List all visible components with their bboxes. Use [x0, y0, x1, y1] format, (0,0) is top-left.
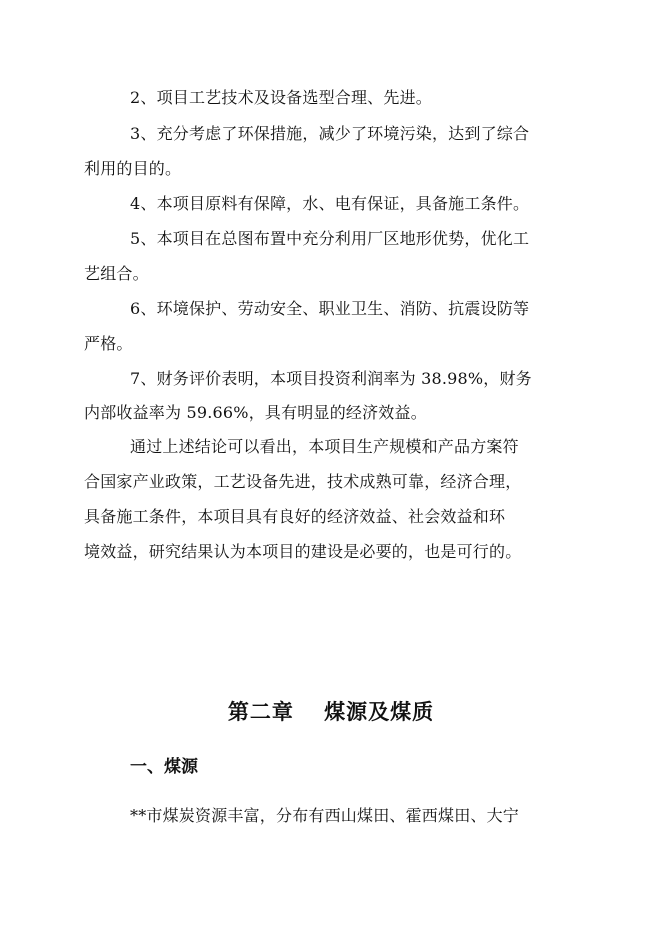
conclusion-line-3: 具备施工条件，本项目具有良好的经济效益、社会效益和环: [84, 507, 506, 526]
paragraph-3-line-2: 利用的目的。: [84, 159, 182, 178]
paragraph-2-line-1: 2、项目工艺技术及设备选型合理、先进。: [130, 88, 432, 107]
paragraph-6-line-1: 6、环境保护、劳动安全、职业卫生、消防、抗震设防等: [130, 299, 530, 318]
paragraph-7-line-1: 7、财务评价表明，本项目投资利润率为 38.98%，财务: [130, 369, 532, 388]
paragraph-5-line-2: 艺组合。: [84, 264, 149, 283]
paragraph-3-line-1: 3、充分考虑了环保措施，减少了环境污染，达到了综合: [130, 124, 530, 143]
conclusion-line-1: 通过上述结论可以看出，本项目生产规模和产品方案符: [130, 437, 519, 456]
paragraph-6-line-2: 严格。: [84, 334, 133, 353]
conclusion-line-2: 合国家产业政策，工艺设备先进，技术成熟可靠，经济合理，: [84, 472, 522, 491]
paragraph-7-line-2: 内部收益率为 59.66%，具有明显的经济效益。: [84, 403, 427, 422]
section-heading: 一、煤源: [130, 757, 198, 777]
chapter-title: 第二章 煤源及煤质: [227, 699, 435, 724]
paragraph-4-line-1: 4、本项目原料有保障，水、电有保证，具备施工条件。: [130, 194, 530, 213]
section-text-line-1: **市煤炭资源丰富，分布有西山煤田、霍西煤田、大宁: [130, 806, 520, 825]
conclusion-line-4: 境效益，研究结果认为本项目的建设是必要的，也是可行的。: [84, 542, 522, 561]
paragraph-5-line-1: 5、本项目在总图布置中充分利用厂区地形优势，优化工: [130, 229, 530, 248]
